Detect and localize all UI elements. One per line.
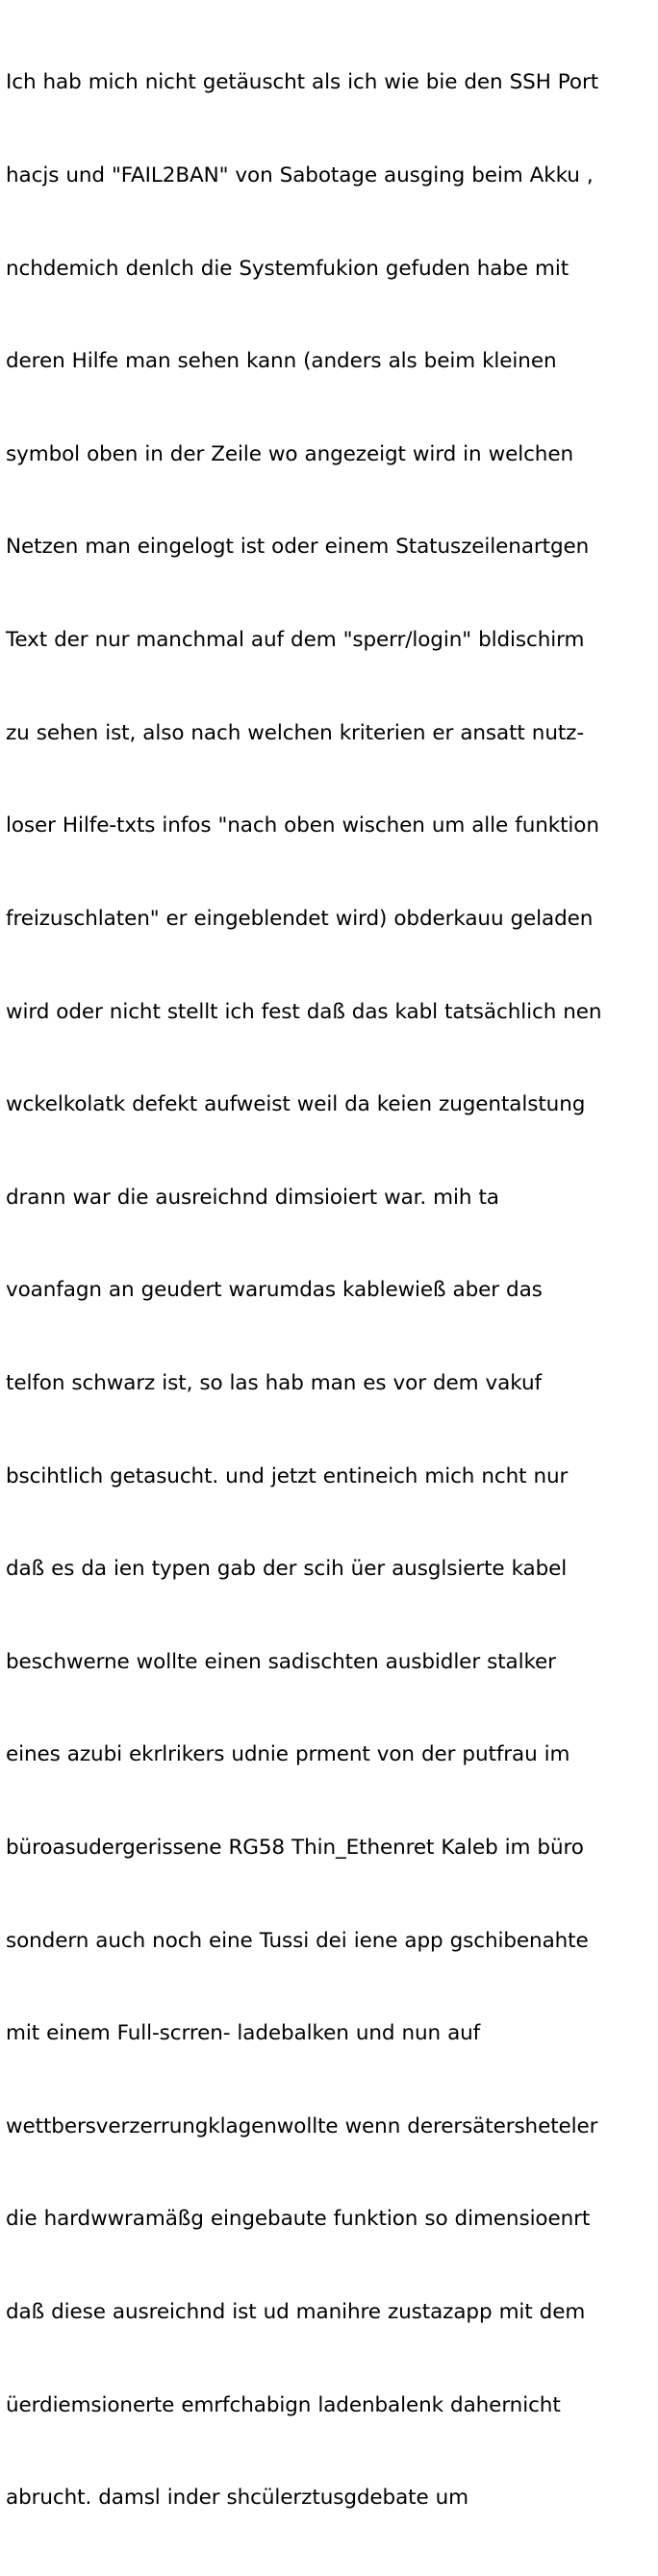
text-line: nchdemich denlch die Systemfukion gefuden habe mit (6, 256, 569, 281)
text-line: wettbersverzerrungklagenwollte wenn derersätersheteler (6, 2113, 598, 2138)
text-line: büroasudergerissene RG58 Thin_Ethenret Kaleb im büro (6, 1835, 584, 1860)
text-line: Text der nur manchmal auf dem "sperr/login" bldischirm (6, 628, 585, 653)
text-line: bscihtlich getasucht. und jetzt entineich mich ncht nur (6, 1463, 569, 1488)
text-line: eines azubi ekrlrikers udnie prment von der putfrau im (6, 1742, 570, 1767)
text-line: sondern auch noch eine Tussi dei iene app gschibenahte (6, 1928, 589, 1953)
text-line: wird oder nicht stellt ich fest daß das kabl tatsächlich nen (6, 999, 602, 1024)
text-line: die hardwwramäßg eingebaute funktion so dimensioenrt (6, 2207, 591, 2232)
text-line: voanfagn an geudert warumdas kablewieß aber das (6, 1278, 543, 1303)
text-line: daß es da ien typen gab der scih üer ausglsierte kabel (6, 1557, 568, 1582)
text-line: telfon schwarz ist, so las hab man es vor dem vakuf (6, 1370, 542, 1395)
text-line: drann war die ausreichnd dimsioiert war. mih ta (6, 1185, 499, 1210)
text-line: hacjs und "FAIL2BAN" von Sabotage ausging beim Akku , (6, 163, 594, 188)
text-line: zu sehen ist, also nach welchen kriterien er ansatt nutz- (6, 720, 585, 745)
text-line: abrucht. damsl inder shcülerztusgdebate um (6, 2486, 469, 2511)
document-text-body (6, 6, 654, 2576)
text-line: daß diese ausreichnd ist ud manihre zustazapp mit dem (6, 2300, 586, 2325)
text-line: symbol oben in der Zeile wo angezeigt wird in welchen (6, 441, 573, 466)
text-line: loser Hilfe-txts infos "nach oben wischen um alle funktion (6, 813, 599, 838)
text-line: üerdiemsionerte emrfchabign ladenbalenk dahernicht (6, 2392, 561, 2417)
text-line: Ich hab mich nicht getäuscht als ich wie bie den SSH Port (6, 70, 599, 95)
text-line: mit einem Full-scrren- ladebalken und nun auf (6, 2021, 481, 2046)
text-line: deren Hilfe man sehen kann (anders als beim kleinen (6, 349, 557, 374)
text-line: beschwerne wollte einen sadischten ausbidler stalker (6, 1649, 556, 1674)
text-line: Netzen man eingelogt ist oder einem Statuszeilenartgen (6, 535, 590, 560)
text-line: wckelkolatk defekt aufweist weil da keien zugentalstung (6, 1092, 586, 1117)
text-line: freizuschlaten" er eingeblendet wird) obderkauu geladen (6, 906, 594, 931)
